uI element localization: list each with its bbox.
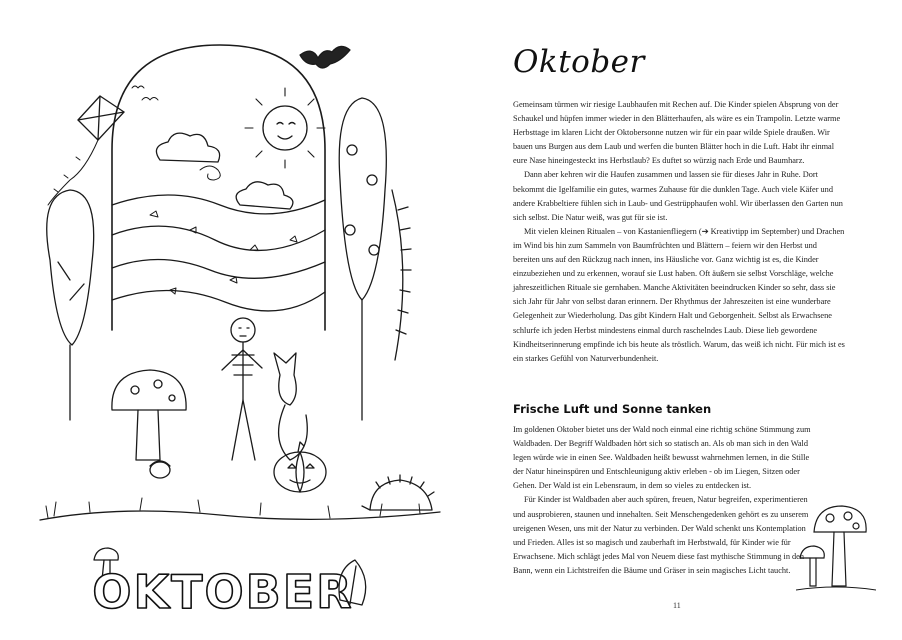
left-tree: [47, 190, 94, 420]
cloud-icon: [156, 133, 219, 162]
paragraph: Für Kinder ist Waldbaden aber auch spüren, freuen, Natur begreifen, experimentieren und ausprobieren, staunen und innehalten. Seit Menschengedenken gehört es zu unserem ureigenen Wesen, uns mit der Natur zu verbinden. Der Wald schenkt uns Kontemplation und Frieden. Alles ist so magisch und zauberhaft im Herbstwald, für Kinder wie für Erwachsene. Mich schlägt jedes Mal von Neuem diese fast mythische Stimmung in den Bann, wenn ein Lichtstreifen die Bäume und Gräser in sein magisches Licht taucht.: [513, 495, 809, 575]
chapter-title: Oktober: [513, 44, 645, 80]
page-number: 11: [673, 601, 681, 610]
hill-line: [112, 290, 325, 310]
paragraph: Im goldenen Oktober bietet uns der Wald noch einmal eine richtig schöne Stimmung zum Waldbaden. Der Begriff Waldbaden hört sich so statisch an. Als ob man sich in den Wald legen würde wie in einen See. Waldbaden heißt bewusst wahrnehmen lernen, in die Stille der Natur hineinspüren und Entschleunigung aktiv erleben - ob im Liegen, Sitzen oder Gehen. Der Wald ist ein Lebensraum, in dem so vieles zu entdecken ist.: [513, 425, 811, 491]
bird-icon: [132, 86, 144, 88]
cloud-icon: [236, 182, 293, 209]
fern-icon: [392, 190, 411, 360]
mushroom-icon: [112, 370, 186, 460]
hedgehog-icon: [362, 475, 434, 510]
sun-icon: [245, 88, 325, 168]
right-tree: [339, 98, 386, 420]
mushroom-illustration: [796, 498, 876, 598]
section-heading: Frische Luft und Sonne tanken: [513, 402, 712, 416]
paragraph: Gemeinsam türmen wir riesige Laubhaufen mit Rechen auf. Die Kinder spielen Absprung von der Schaukel und hüpfen immer wieder in den Blätterhaufen, als wäre es ein Trampolin. Letzte warme Herbsttage im klaren Licht der Oktobersonne nutzen wir für ein paar wilde Spiele draußen. Wir bauen uns Burgen aus dem Laub und werfen die bunten Blätter hoch in die Luft. Habt ihr einmal eure Nase hineingesteckt ins Herbstlaub? Es duftet so würzig nach Erde und Baumharz.: [513, 100, 841, 166]
bat-icon: [300, 46, 350, 68]
banner-text: OKTOBER: [92, 565, 354, 619]
bird-icon: [142, 98, 158, 101]
intro-text-block: [513, 98, 845, 366]
mushroom-icon: [800, 546, 824, 558]
falling-leaves: [150, 211, 297, 294]
hill-line: [112, 226, 325, 250]
paragraph: Dann aber kehren wir die Haufen zusammen und lassen sie für dieses Jahr in Ruhe. Dort bekommt die Igelfamilie ein gutes, warmes Zuhause für die dunklen Tage. Auch viele Käfer und andere Krabbeltiere fühlen sich in Laub- und Gestrüpphaufen wohl. Wir überlassen den Garten nun sich selbst. Die Natur weiß, was gut für sie ist.: [513, 170, 843, 222]
hill-line: [112, 259, 325, 278]
skeleton-icon: [222, 318, 262, 460]
right-page-text: [451, 0, 902, 640]
grass-tufts: [46, 498, 420, 518]
swirl-icon: [200, 166, 220, 180]
paragraph: Mit vielen kleinen Ritualen – von Kastanienfliegern (➔ Kreativtipp im September) und Drachen im Wind bis hin zum Sammeln von Baumfrüchten und Blättern – feiern wir den Herbst und bereiten uns auf den Rückzug nach innen, ins Häusliche vor. Ganz wichtig ist es, die Kinder einzubeziehen und zu erkennen, worauf sie Lust haben. Oft äußern sie selbst Vorschläge, welche jahreszeitlichen Rituale sie gernhaben. Manche Aktivitäten beeindrucken Kinder so sehr, dass sie sich Jahr für Jahr von selbst daran erinnern. Der Rhythmus der Jahreszeiten ist eine wunderbare Gelegenheit zur Wiederholung. Das gibt Kindern Halt und Geborgenheit. Selbst als Erwachsene schlurfe ich jeden Herbst mindestens einmal durch raschelndes Laub. Diese lieb gewordene Kindheitserinnerung empfinde ich bis heute als tröstlich. Warum, das weiß ich nicht. Für mich ist es ein starkes Gefühl von Naturverbundenheit.: [513, 226, 845, 363]
acorn-icon: [150, 461, 170, 478]
section-text-block: [513, 423, 813, 578]
